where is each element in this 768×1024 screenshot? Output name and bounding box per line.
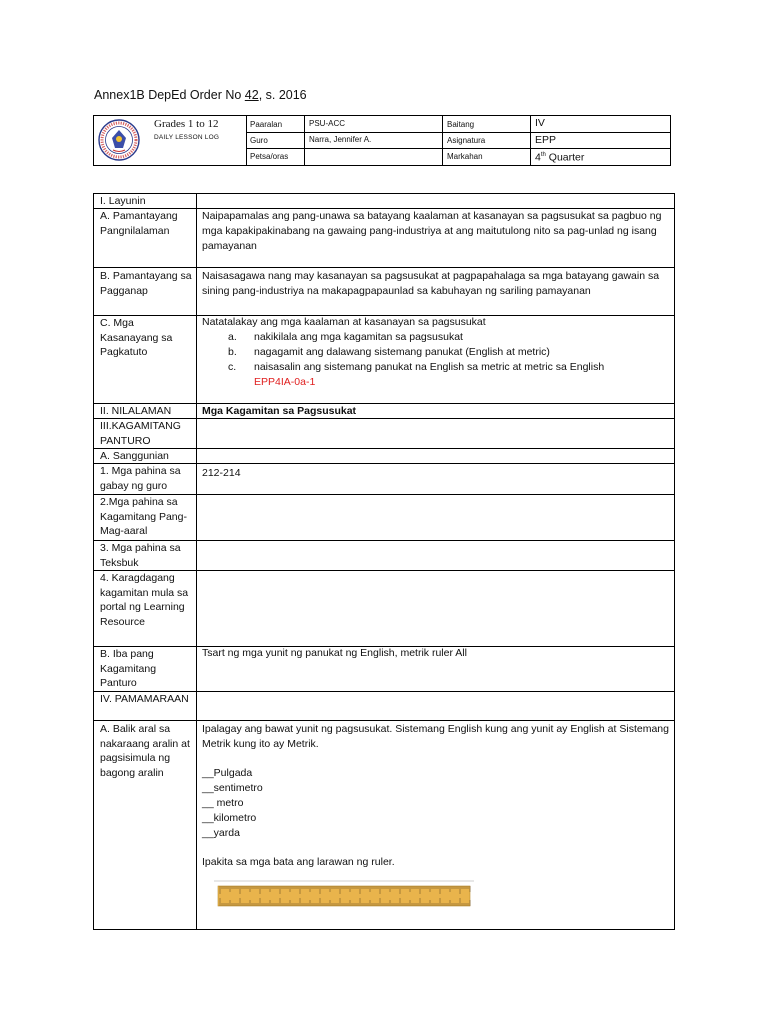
list-item: __Pulgada [202, 767, 253, 779]
guro-value: Narra, Jennifer A. [305, 133, 442, 149]
balik-aral-closing: Ipakita sa mga bata ang larawan ng ruler. [202, 856, 395, 868]
document-title: Annex1B DepEd Order No 42, s. 2016 [94, 88, 307, 102]
pamantayang-pangnilalaman-text: Naipapamalas ang pang-unawa sa batayang kaalaman at kasanayan sa pagsusukat sa pagbuo ng mga kapakipakinabang na gawaing pang-industriya at ang maitutulong nito sa pag-unlad ng isang pamayanan [202, 210, 662, 252]
grades-label: Grades 1 to 12 [154, 118, 219, 130]
list-item: __sentimetro [202, 782, 263, 794]
nilalaman-text: Mga Kagamitan sa Pagsusukat [202, 405, 357, 417]
paaralan-value: PSU-ACC [305, 116, 442, 133]
iba-pang-kagamitan-label: B. Iba pang Kagamitang Panturo [100, 648, 157, 689]
ruler-graphic [214, 880, 474, 912]
list-item: __kilometro [202, 812, 257, 824]
deped-seal-icon [98, 119, 140, 161]
karagdagang-kagamitan-label: 4. Karagdagang kagamitan mula sa portal ng Learning Resource [100, 572, 189, 628]
asignatura-label: Asignatura [443, 133, 530, 149]
daily-lesson-log-label: DAILY LESSON LOG [154, 134, 220, 141]
row-divider [94, 720, 674, 721]
petsa-value [305, 149, 442, 165]
baitang-label: Baitang [443, 116, 530, 133]
list-item: c. naisasalin ang sistemang panukat na English sa metric at metric sa English [228, 361, 605, 373]
iba-pang-kagamitan-value: Tsart ng mga yunit ng panukat ng English, metrik ruler All [202, 647, 467, 659]
petsa-label: Petsa/oras [250, 152, 289, 161]
lesson-table [93, 193, 675, 930]
gabay-ng-guro-value: 212-214 [202, 467, 241, 479]
sanggunian-label: A. Sanggunian [100, 450, 169, 462]
pamantayang-pagganap-label: B. Pamantayang sa Pagganap [100, 270, 192, 297]
paaralan-label: Paaralan [246, 116, 304, 133]
balik-aral-content [202, 722, 670, 870]
asignatura-value: EPP [531, 133, 670, 149]
header-col-labels-2 [443, 116, 531, 165]
kasanayan-label: C. Mga Kasanayang sa Pagkatuto [100, 317, 173, 358]
header-table [93, 115, 671, 166]
column-divider [196, 194, 197, 929]
list-item: a. nakikilala ang mga kagamitan sa pagsusukat [228, 331, 463, 343]
kasanayan-content [202, 315, 670, 390]
kagamitang-mag-aaral-label: 2.Mga pahina sa Kagamitang Pang- Mag-aaral [100, 496, 187, 537]
logo-cell [94, 116, 247, 165]
pamantayang-pagganap-text: Naisasagawa nang may kasanayan sa pagsusukat at pagpapahalaga sa mga batayang gawain sa sining pang-industriya na makapagpapaunlad sa kabuhayan ng sariling pamayanan [202, 270, 660, 297]
header-col-values-1 [305, 116, 443, 165]
gabay-ng-guro-label: 1. Mga pahina sa gabay ng guro [100, 465, 181, 492]
markahan-label: Markahan [447, 152, 483, 161]
list-item: __ metro [202, 797, 244, 809]
ruler-image [214, 880, 474, 912]
balik-aral-intro: Ipalagay ang bawat yunit ng pagsusukat. Sistemang English kung ang yunit ay English at Sistemang Metrik kung ito ay Metrik. [202, 723, 669, 750]
baitang-value: IV [531, 116, 670, 133]
teksbuk-label: 3. Mga pahina sa Teksbuk [100, 542, 181, 569]
kasanayan-intro: Natatalakay ang mga kaalaman at kasanayan sa pagsusukat [202, 316, 486, 328]
pamantayang-pangnilalaman-label: A. Pamantayang Pangnilalaman [100, 210, 178, 237]
kasanayan-list [202, 330, 670, 375]
nilalaman-label: II. NILALAMAN [100, 405, 172, 417]
kagamitang-panturo-label: III.KAGAMITANG PANTURO [100, 420, 181, 447]
list-item: __yarda [202, 827, 240, 839]
header-col-values-2 [531, 116, 670, 165]
layunin-label: I. Layunin [100, 195, 146, 207]
balik-aral-label: A. Balik aral sa nakaraang aralin at pagsisimula ng bagong aralin [100, 723, 190, 779]
markahan-value: 4th Quarter [535, 151, 585, 164]
guro-label: Guro [246, 133, 304, 149]
pamamaraan-label: IV. PAMAMARAAN [100, 693, 189, 705]
row-divider [94, 267, 674, 268]
kasanayan-code: EPP4IA-0a-1 [254, 376, 316, 388]
header-col-labels-1 [246, 116, 305, 165]
list-item: b. nagagamit ang dalawang sistemang panukat (English at metric) [228, 346, 550, 358]
